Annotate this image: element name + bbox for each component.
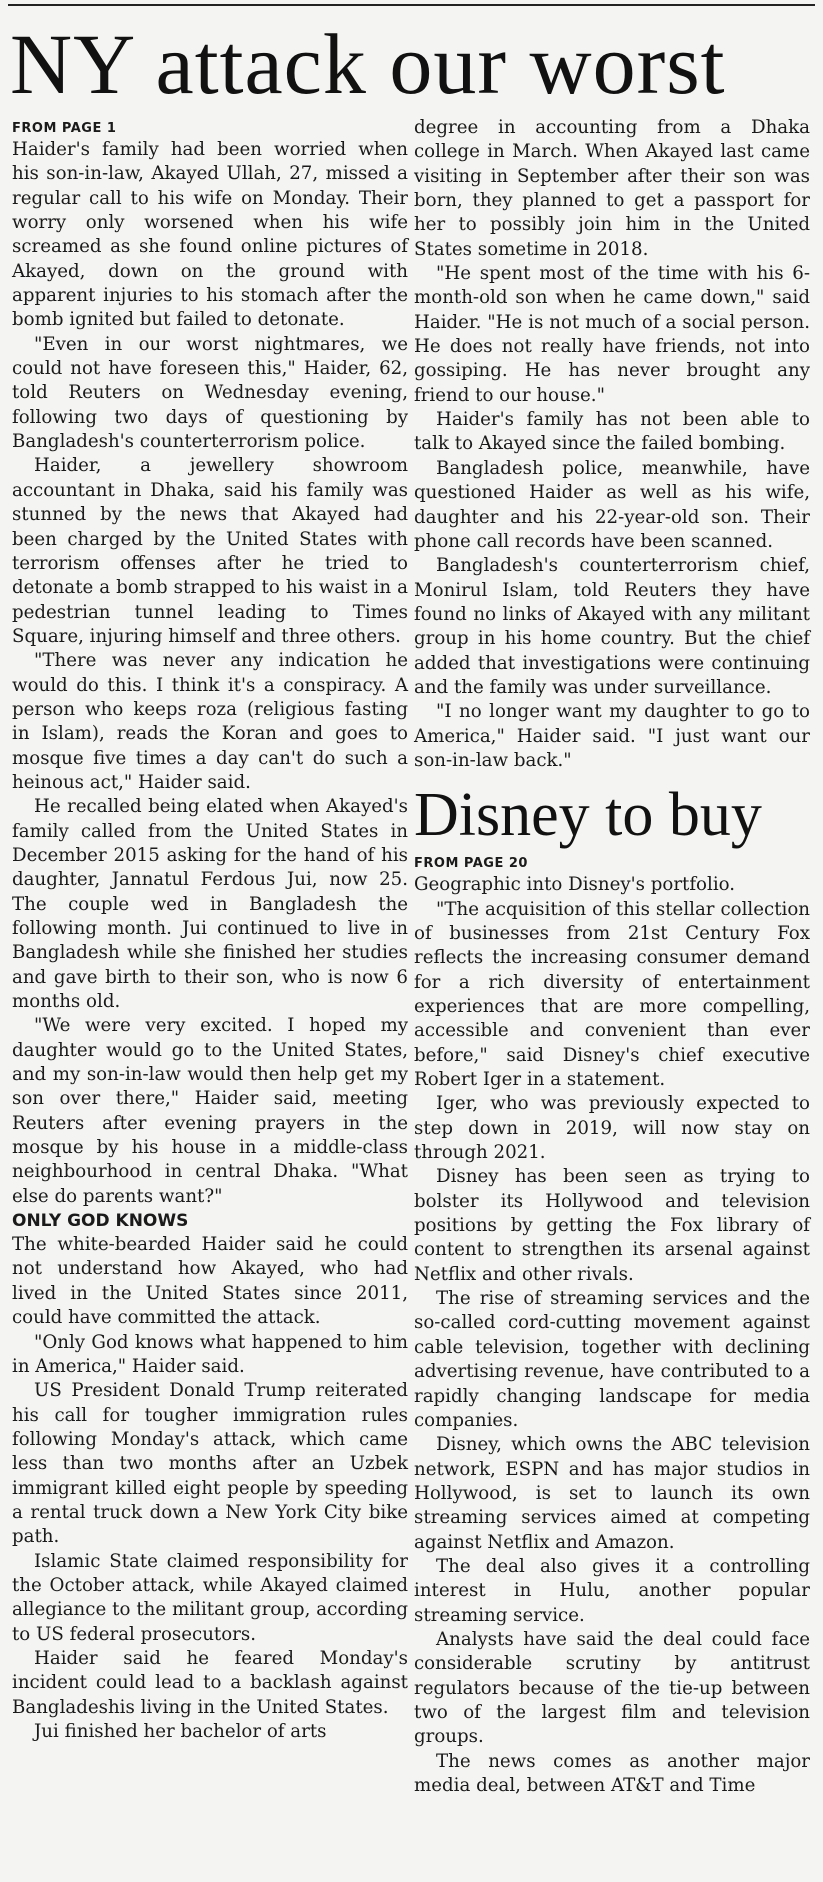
paragraph: Islamic State claimed responsibility for the October attack, while Akayed claimed allegiance to the militant group, according to US federal prosecutors. (12, 1550, 408, 1645)
paragraph: "There was never any indication he would do this. I think it's a conspiracy. A person who keeps roza (religious fasting in Islam), reads the Koran and goes to mosque five times a day can't do such a heinous act," Haider said. (12, 650, 408, 793)
paragraph: "We were very excited. I hoped my daughter would go to the United States, and my son-in-law would then help get my son over there," Haider said, meeting Reuters after evening prayers in the mosque by his house in a middle-class neighbourhood in central Dhaka. "What else do parents want?" (12, 1015, 408, 1207)
paragraph: "Only God knows what happened to him in America," Haider said. (12, 1331, 408, 1377)
from-page-label: FROM PAGE 1 (12, 121, 117, 136)
top-rule (8, 0, 815, 6)
paragraph: The rise of streaming services and the so-called cord-cutting movement against cable television, together with declining advertising revenue, have contributed to a rapidly changing landscape for media companies. (414, 1288, 810, 1431)
paragraph: "The acquisition of this stellar collection of businesses from 21st Century Fox reflects the increasing consumer demand for a rich diversity of entertainment experiences that are more compelling, accessible and convenient than ever before," said Disney's chief executive Robert Iger in a statement. (414, 898, 810, 1091)
paragraph: Iger, who was previously expected to step down in 2019, will now stay on through 2021. (414, 1093, 810, 1164)
paragraph: Analysts have said the deal could face considerable scrutiny by antitrust regulators because of the tie-up between two of the largest film and television groups. (414, 1628, 810, 1748)
left-column (12, 116, 408, 1744)
paragraph: "Even in our worst nightmares, we could not have foreseen this," Haider, 62, told Reuters on Wednesday evening, following two days of questioning by Bangladesh's counterterrorism police. (12, 333, 408, 453)
paragraph: Haider's family had been worried when his son-in-law, Akayed Ullah, 27, missed a regular call to his wife on Monday. Their worry only worsened when his wife screamed as she found online pictures of Akayed, down on the ground with apparent injuries to his stomach after the bomb ignited but failed to detonate. (12, 139, 408, 331)
paragraph: "I no longer want my daughter to go to America," Haider said. "I just want our son-in-law back." (414, 701, 810, 771)
paragraph: US President Donald Trump reiterated his call for tougher immigration rules following Monday's attack, which came less than two months after an Uzbek immigrant killed eight people by speeding a rental truck down a New York City bike path. (12, 1380, 408, 1548)
paragraph: Geographic into Disney's portfolio. (414, 874, 736, 896)
right-column (414, 116, 810, 1798)
paragraph: The news comes as another major media deal, between AT&T and Time (414, 1750, 810, 1796)
paragraph: Haider, a jewellery showroom accountant in Dhaka, said his family was stunned by the news that Akayed had been charged by the United States with terrorism offenses after he tried to detonate a bomb strapped to his waist in a pedestrian tunnel leading to Times Square, injuring himself and three others. (12, 455, 408, 647)
paragraph: degree in accounting from a Dhaka college in March. When Akayed last came visiting in September after their son was born, they planned to get a passport for her to possibly join him in the United States sometime in 2018. (414, 117, 810, 260)
paragraph: Bangladesh's counterterrorism chief, Monirul Islam, told Reuters they have found no links of Akayed with any militant group in his home country. But the chief added that investigations were continuing and the family was under surveillance. (414, 555, 810, 698)
paragraph: Haider's family has not been able to talk to Akayed since the failed bombing. (414, 409, 810, 455)
paragraph: Haider said he feared Monday's incident could lead to a backlash against Bangladeshis living in the United States. (12, 1647, 408, 1718)
paragraph: The deal also gives it a controlling interest in Hulu, another popular streaming service. (414, 1555, 810, 1626)
paragraph: He recalled being elated when Akayed's family called from the United States in December 2015 asking for the hand of his daughter, Jannatul Ferdous Jui, now 25. The couple wed in Bangladesh the following month. Jui continued to live in Bangladesh while she finished her studies and gave birth to their son, who is now 6 months old. (12, 796, 408, 1013)
paragraph: Disney has been seen as trying to bolster its Hollywood and television positions by getting the Fox library of content to strengthen its arsenal against Netflix and other rivals. (414, 1166, 810, 1285)
paragraph: Bangladesh police, meanwhile, have questioned Haider as well as his wife, daughter and his 22-year-old son. Their phone call records have been scanned. (414, 457, 810, 552)
paragraph: The white-bearded Haider said he could not understand how Akayed, who had lived in the United States since 2011, could have committed the attack. (12, 1234, 408, 1329)
headline-ny-attack: NY attack our worst (10, 16, 726, 112)
from-page-label: FROM PAGE 20 (414, 856, 528, 872)
paragraph: Disney, which owns the ABC television network, ESPN and has major studios in Hollywood, is set to launch its own streaming services aimed at competing against Netflix and Amazon. (414, 1434, 810, 1553)
paragraph: Jui finished her bachelor of arts (34, 1721, 327, 1742)
headline-disney-to-buy: Disney to buy (414, 781, 762, 850)
paragraph: "He spent most of the time with his 6-month-old son when he came down," said Haider. "He is not much of a social person. He does not really have friends, not into gossiping. He has never brought any friend to our house." (414, 263, 810, 406)
subheading-only-god-knows: ONLY GOD KNOWS (12, 1211, 189, 1232)
